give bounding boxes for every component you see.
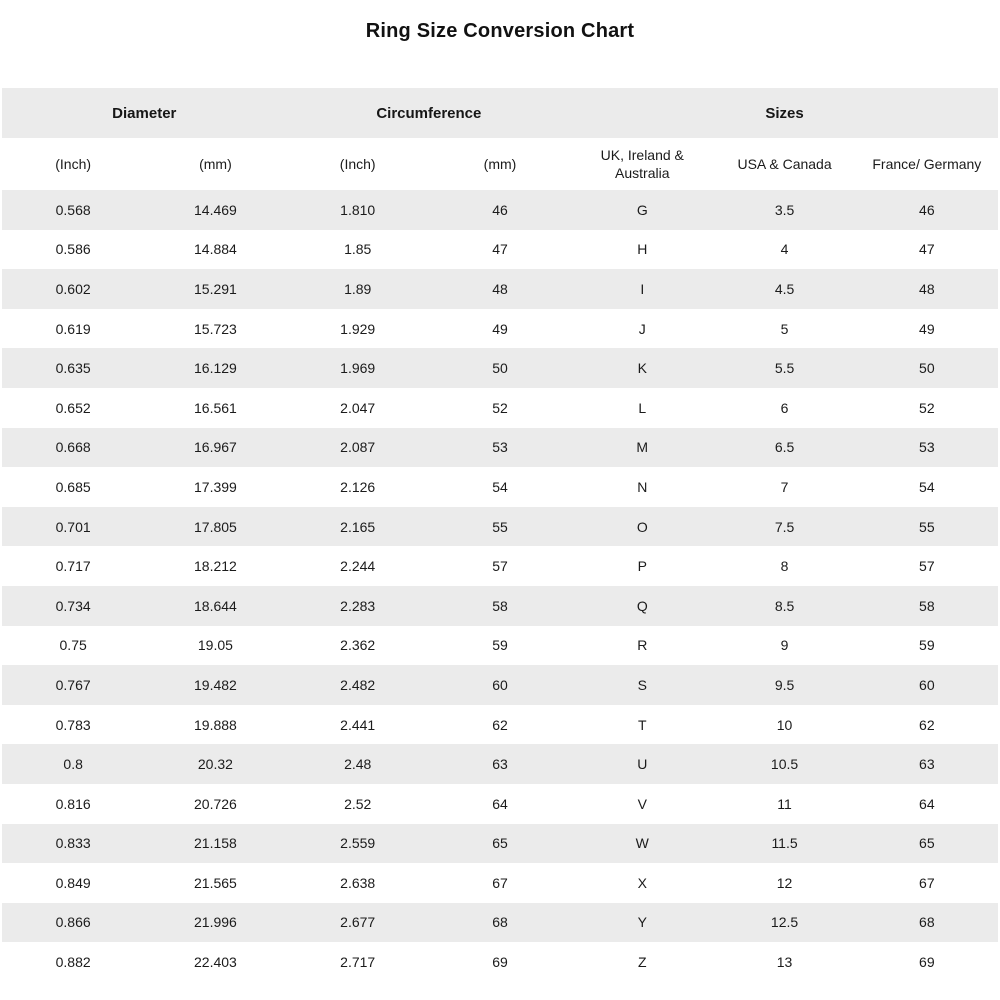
table-cell: 47 (919, 241, 935, 258)
table-cell: 21.565 (194, 874, 237, 891)
table-row (2, 230, 998, 270)
table-cell: 68 (919, 914, 935, 931)
table-cell: 67 (492, 874, 508, 891)
table-cell: 8 (780, 558, 789, 575)
table-cell: I (640, 280, 645, 297)
table-cell: 2.126 (340, 478, 376, 495)
column-header-france-germany: France/ Germany (856, 138, 998, 190)
table-row (2, 863, 998, 903)
table-cell: P (637, 558, 647, 575)
table-cell: 46 (492, 201, 508, 218)
page-title: Ring Size Conversion Chart (365, 20, 635, 42)
table-cell: O (636, 518, 648, 535)
table-cell: 16.129 (194, 360, 237, 377)
table-cell: 2.087 (340, 439, 376, 456)
table-cell: 69 (492, 954, 508, 971)
table-cell: 16.967 (194, 439, 237, 456)
table-cell: 1.929 (340, 320, 376, 337)
table-cell: 68 (492, 914, 508, 931)
table-cell: 19.482 (194, 676, 237, 693)
table-cell: 0.866 (55, 914, 91, 931)
table-cell: 4.5 (774, 280, 795, 297)
table-cell: 0.783 (55, 716, 91, 733)
table-cell: 0.619 (55, 320, 91, 337)
table-cell: 57 (492, 558, 508, 575)
group-header-row (2, 88, 998, 138)
table-cell: 19.05 (197, 637, 233, 654)
table-cell: 60 (919, 676, 935, 693)
table-cell: 13 (776, 954, 793, 971)
table-cell: V (637, 795, 647, 812)
table-row (2, 903, 998, 943)
table-row (2, 784, 998, 824)
table-cell: 17.805 (194, 518, 237, 535)
table-cell: 59 (919, 637, 935, 654)
table-cell: 48 (492, 280, 508, 297)
table-row (2, 309, 998, 349)
table-cell: 52 (492, 399, 508, 416)
table-cell: 0.767 (55, 676, 91, 693)
table-cell: 2.362 (340, 637, 376, 654)
table-cell: Q (636, 597, 648, 614)
table-cell: 4 (780, 241, 789, 258)
table-row (2, 467, 998, 507)
table-cell: 2.52 (344, 795, 372, 812)
table-cell: 0.602 (55, 280, 91, 297)
table-cell: 53 (919, 439, 935, 456)
table-cell: 0.586 (55, 241, 91, 258)
table-cell: 22.403 (194, 954, 237, 971)
table-cell: 1.89 (344, 280, 372, 297)
table-cell: 2.559 (340, 835, 376, 852)
table-cell: 20.32 (197, 756, 233, 773)
table-cell: 17.399 (194, 478, 237, 495)
table-cell: 50 (492, 360, 508, 377)
table-row (2, 269, 998, 309)
table-cell: 46 (919, 201, 935, 218)
table-cell: 1.969 (340, 360, 376, 377)
column-header-circumference-inch: (Inch) (287, 138, 429, 190)
table-cell: 0.8 (63, 756, 83, 773)
table-row (2, 586, 998, 626)
column-header-circumference-mm: (mm) (429, 138, 571, 190)
table-cell: 19.888 (194, 716, 237, 733)
table-row (2, 665, 998, 705)
table-cell: R (637, 637, 648, 654)
table-cell: 15.291 (194, 280, 237, 297)
table-cell: 49 (492, 320, 508, 337)
column-header-uk-ireland-australia: UK, Ireland & Australia (571, 138, 713, 190)
table-row (2, 744, 998, 784)
table-cell: 6 (780, 399, 789, 416)
table-cell: 0.652 (55, 399, 91, 416)
table-cell: 15.723 (194, 320, 237, 337)
table-row (2, 190, 998, 230)
table-cell: 67 (919, 874, 935, 891)
table-row (2, 388, 998, 428)
table-cell: 14.884 (194, 241, 237, 258)
table-cell: 10 (776, 716, 793, 733)
table-cell: 64 (919, 795, 935, 812)
table-cell: 0.568 (55, 201, 91, 218)
table-cell: 2.441 (340, 716, 376, 733)
table-cell: U (637, 756, 648, 773)
table-cell: 0.668 (55, 439, 91, 456)
column-header-diameter-inch: (Inch) (2, 138, 144, 190)
table-cell: 59 (492, 637, 508, 654)
table-body (2, 190, 998, 982)
table-cell: 6.5 (774, 439, 795, 456)
table-cell: 2.047 (340, 399, 376, 416)
table-cell: 48 (919, 280, 935, 297)
table-cell: J (638, 320, 646, 337)
table-cell: 9 (780, 637, 789, 654)
column-header-row (2, 138, 998, 190)
table-cell: 0.717 (55, 558, 91, 575)
table-row (2, 507, 998, 547)
table-cell: L (638, 399, 647, 416)
table-cell: 65 (492, 835, 508, 852)
table-cell: T (637, 716, 647, 733)
table-cell: 2.638 (340, 874, 376, 891)
table-cell: 54 (919, 478, 935, 495)
table-cell: 20.726 (194, 795, 237, 812)
table-cell: 18.212 (194, 558, 237, 575)
ring-size-table (2, 88, 998, 982)
table-cell: 14.469 (194, 201, 237, 218)
table-cell: 2.48 (344, 756, 372, 773)
table-cell: 2.677 (340, 914, 376, 931)
table-cell: 0.833 (55, 835, 91, 852)
table-row (2, 705, 998, 745)
table-cell: 62 (919, 716, 935, 733)
table-cell: 2.165 (340, 518, 376, 535)
table-cell: M (636, 439, 649, 456)
table-cell: N (637, 478, 648, 495)
table-row (2, 824, 998, 864)
table-cell: 0.816 (55, 795, 91, 812)
table-cell: 7.5 (774, 518, 795, 535)
table-row (2, 626, 998, 666)
table-cell: 2.482 (340, 676, 376, 693)
table-row (2, 428, 998, 468)
table-row (2, 348, 998, 388)
table-cell: 5 (780, 320, 789, 337)
table-cell: 0.75 (59, 637, 87, 654)
table-cell: 2.244 (340, 558, 376, 575)
table-cell: 0.701 (55, 518, 91, 535)
table-row (2, 942, 998, 982)
table-cell: S (637, 676, 647, 693)
table-cell: 63 (919, 756, 935, 773)
table-cell: 52 (919, 399, 935, 416)
column-header-usa-canada: USA & Canada (713, 138, 855, 190)
table-cell: 18.644 (194, 597, 237, 614)
table-cell: 1.85 (344, 241, 372, 258)
table-row (2, 546, 998, 586)
table-head (2, 88, 998, 190)
table-cell: 0.849 (55, 874, 91, 891)
table-cell: 64 (492, 795, 508, 812)
table-cell: 53 (492, 439, 508, 456)
column-header-diameter-mm: (mm) (144, 138, 286, 190)
table-cell: 60 (492, 676, 508, 693)
table-cell: 63 (492, 756, 508, 773)
table-cell: 21.158 (194, 835, 237, 852)
table-cell: 12.5 (770, 914, 799, 931)
table-cell: 10.5 (770, 756, 799, 773)
table-cell: K (637, 360, 647, 377)
table-cell: 3.5 (774, 201, 795, 218)
table-cell: 62 (492, 716, 508, 733)
table-cell: 69 (919, 954, 935, 971)
table-cell: 2.283 (340, 597, 376, 614)
table-cell: 11.5 (771, 835, 798, 852)
table-cell: 54 (492, 478, 508, 495)
table-cell: 47 (492, 241, 508, 258)
table-cell: 58 (919, 597, 935, 614)
group-header-sizes: Sizes (571, 88, 998, 138)
table-cell: 0.685 (55, 478, 91, 495)
table-cell: 5.5 (774, 360, 795, 377)
table-cell: 55 (492, 518, 508, 535)
table-cell: 21.996 (194, 914, 237, 931)
table-cell: H (637, 241, 648, 258)
table-cell: 9.5 (774, 676, 795, 693)
group-header-circumference: Circumference (287, 88, 572, 138)
table-cell: 58 (492, 597, 508, 614)
table-cell: 16.561 (194, 399, 237, 416)
table-cell: 50 (919, 360, 935, 377)
table-cell: 0.882 (55, 954, 91, 971)
table-cell: 49 (919, 320, 935, 337)
table-cell: G (636, 201, 648, 218)
group-header-diameter: Diameter (2, 88, 287, 138)
table-cell: 0.734 (55, 597, 91, 614)
table-cell: W (635, 835, 649, 852)
table-cell: Z (637, 954, 647, 971)
table-cell: 55 (919, 518, 935, 535)
table-cell: 65 (919, 835, 935, 852)
table-cell: 11 (777, 795, 792, 812)
table-cell: 1.810 (340, 201, 376, 218)
table-cell: 2.717 (340, 954, 376, 971)
table-cell: 8.5 (774, 597, 795, 614)
table-cell: 12 (776, 874, 793, 891)
table-cell: Y (637, 914, 647, 931)
table-cell: X (637, 874, 647, 891)
table-cell: 0.635 (55, 360, 91, 377)
table-cell: 7 (780, 478, 789, 495)
table-cell: 57 (919, 558, 935, 575)
